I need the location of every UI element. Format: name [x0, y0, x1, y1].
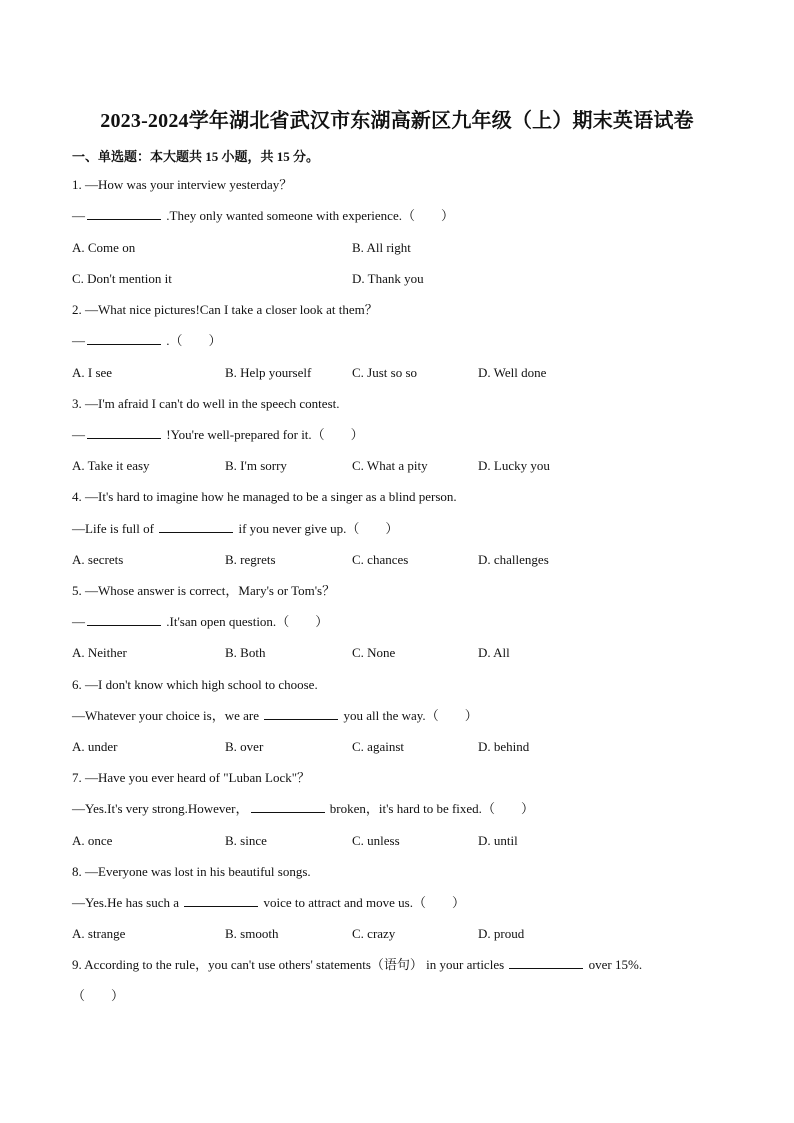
option-6d[interactable]: D. behind	[478, 739, 530, 754]
option-1d[interactable]: D. Thank you	[352, 271, 424, 286]
question-5: 5. —Whose answer is correct，Mary's or Tom's？	[72, 583, 336, 598]
option-7a[interactable]: A. once	[72, 833, 113, 848]
page-title: 2023-2024学年湖北省武汉市东湖高新区九年级（上）期末英语试卷	[100, 110, 694, 132]
option-6b[interactable]: B. over	[225, 739, 264, 754]
answer-blank[interactable]	[264, 708, 338, 720]
option-3a[interactable]: A. Take it easy	[72, 458, 150, 473]
option-8a[interactable]: A. strange	[72, 926, 126, 941]
question-2: 2. —What nice pictures!Can I take a closer look at them？	[72, 302, 378, 317]
answer-line-2: — .（ ）	[72, 333, 222, 348]
answer-blank[interactable]	[159, 521, 233, 533]
option-3b[interactable]: B. I'm sorry	[225, 458, 287, 473]
option-7d[interactable]: D. until	[478, 833, 518, 848]
answer-line-1: — .They only wanted someone with experience.（ ）	[72, 208, 454, 223]
answer-line-8: —Yes.He has such a voice to attract and move us.（ ）	[72, 895, 465, 910]
question-4: 4. —It's hard to imagine how he managed to be a singer as a blind person.	[72, 489, 457, 504]
option-5d[interactable]: D. All	[478, 645, 510, 660]
answer-line-5: — .It'san open question.（ ）	[72, 614, 329, 629]
option-6a[interactable]: A. under	[72, 739, 118, 754]
option-8d[interactable]: D. proud	[478, 926, 525, 941]
question-8: 8. —Everyone was lost in his beautiful songs.	[72, 864, 311, 879]
answer-blank[interactable]	[87, 208, 161, 220]
option-2c[interactable]: C. Just so so	[352, 365, 418, 380]
option-8c[interactable]: C. crazy	[352, 926, 396, 941]
option-1b[interactable]: B. All right	[352, 240, 411, 255]
answer-blank[interactable]	[251, 801, 325, 813]
answer-line-4: —Life is full of if you never give up.（ ）	[72, 521, 399, 536]
option-2b[interactable]: B. Help yourself	[225, 365, 312, 380]
option-2a[interactable]: A. I see	[72, 365, 113, 380]
option-3c[interactable]: C. What a pity	[352, 458, 428, 473]
option-4a[interactable]: A. secrets	[72, 552, 124, 567]
answer-blank[interactable]	[87, 427, 161, 439]
option-3d[interactable]: D. Lucky you	[478, 458, 550, 473]
option-5c[interactable]: C. None	[352, 645, 396, 660]
option-4d[interactable]: D. challenges	[478, 552, 549, 567]
option-8b[interactable]: B. smooth	[225, 926, 279, 941]
section-heading: 一、单选题：本大题共 15 小题，共 15 分。	[72, 149, 320, 164]
option-4c[interactable]: C. chances	[352, 552, 409, 567]
option-5a[interactable]: A. Neither	[72, 645, 127, 660]
question-6: 6. —I don't know which high school to choose.	[72, 677, 318, 692]
answer-line-6: —Whatever your choice is，we are you all the way.（ ）	[72, 708, 478, 723]
answer-line-7: —Yes.It's very strong.However， broken，it's hard to be fixed.（ ）	[72, 801, 534, 816]
question-1: 1. —How was your interview yesterday？	[72, 177, 293, 192]
answer-blank[interactable]	[509, 957, 583, 969]
option-2d[interactable]: D. Well done	[478, 365, 547, 380]
option-1a[interactable]: A. Come on	[72, 240, 136, 255]
answer-blank[interactable]	[184, 895, 258, 907]
option-5b[interactable]: B. Both	[225, 645, 266, 660]
option-1c[interactable]: C. Don't mention it	[72, 271, 172, 286]
question-9: 9. According to the rule，you can't use others' statements（语句） in your articles over 15%.	[72, 957, 643, 972]
option-7b[interactable]: B. since	[225, 833, 267, 848]
question-7: 7. —Have you ever heard of "Luban Lock"？	[72, 770, 311, 785]
option-6c[interactable]: C. against	[352, 739, 404, 754]
answer-blank[interactable]	[87, 333, 161, 345]
answer-line-3: — !You're well-prepared for it.（ ）	[72, 427, 364, 442]
question-9-paren: （ ）	[72, 988, 125, 1003]
question-3: 3. —I'm afraid I can't do well in the speech contest.	[72, 396, 340, 411]
answer-blank[interactable]	[87, 614, 161, 626]
option-4b[interactable]: B. regrets	[225, 552, 276, 567]
option-7c[interactable]: C. unless	[352, 833, 400, 848]
